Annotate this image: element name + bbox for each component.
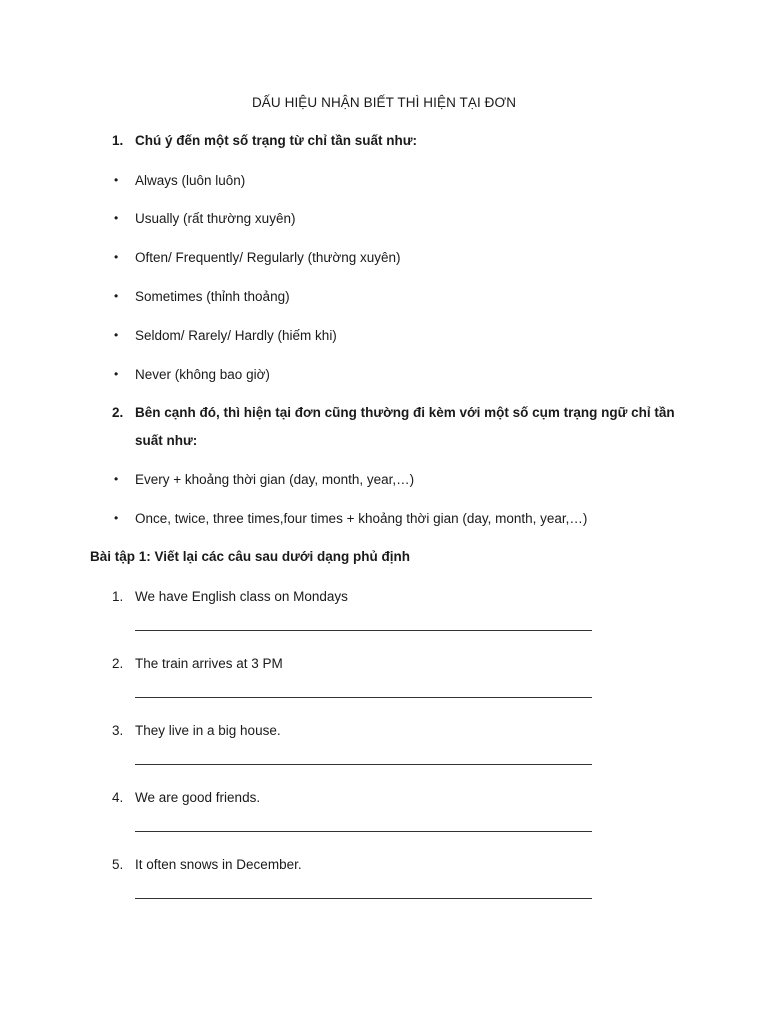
list-item-text: Never (không bao giờ) bbox=[135, 367, 270, 382]
bullet-icon: • bbox=[114, 511, 119, 525]
exercise-number: 2. bbox=[112, 656, 124, 671]
answer-line[interactable] bbox=[135, 831, 592, 832]
answer-line[interactable] bbox=[135, 697, 592, 698]
list-item-text: Seldom/ Rarely/ Hardly (hiếm khi) bbox=[135, 328, 337, 343]
section-number: 1. bbox=[112, 133, 124, 148]
section-heading: Chú ý đến một số trạng từ chỉ tần suất như: bbox=[135, 133, 418, 148]
answer-line[interactable] bbox=[135, 764, 592, 765]
exercise-sentence: We have English class on Mondays bbox=[135, 589, 348, 604]
list-item-text: Often/ Frequently/ Regularly (thường xuyên) bbox=[135, 250, 401, 265]
bullet-icon: • bbox=[114, 173, 119, 187]
list-item-text: Usually (rất thường xuyên) bbox=[135, 211, 296, 226]
document-title: DẤU HIỆU NHẬN BIẾT THÌ HIỆN TẠI ĐƠN bbox=[251, 95, 517, 110]
exercise-sentence: They live in a big house. bbox=[135, 723, 281, 738]
section-heading: Bên cạnh đó, thì hiện tại đơn cũng thường đi kèm với một số cụm trạng ngữ chỉ tần bbox=[135, 405, 675, 420]
exercise-sentence: It often snows in December. bbox=[135, 857, 302, 872]
bullet-icon: • bbox=[114, 472, 119, 486]
section-number: 2. bbox=[112, 405, 124, 420]
bullet-icon: • bbox=[114, 211, 119, 225]
exercise-number: 4. bbox=[112, 790, 124, 805]
answer-line[interactable] bbox=[135, 630, 592, 631]
list-item-text: Always (luôn luôn) bbox=[135, 173, 246, 188]
answer-line[interactable] bbox=[135, 898, 592, 899]
exercise-number: 1. bbox=[112, 589, 124, 604]
list-item-text: Once, twice, three times,four times + khoảng thời gian (day, month, year,…) bbox=[135, 511, 588, 526]
exercise-number: 5. bbox=[112, 857, 124, 872]
section-heading-continued: suất như: bbox=[135, 433, 198, 448]
exercise-sentence: The train arrives at 3 PM bbox=[135, 656, 283, 671]
exercise-heading: Bài tập 1: Viết lại các câu sau dưới dạng phủ định bbox=[90, 549, 410, 564]
list-item-text: Every + khoảng thời gian (day, month, year,…) bbox=[135, 472, 415, 487]
bullet-icon: • bbox=[114, 250, 119, 264]
bullet-icon: • bbox=[114, 328, 119, 342]
exercise-number: 3. bbox=[112, 723, 124, 738]
bullet-icon: • bbox=[114, 367, 119, 381]
list-item-text: Sometimes (thỉnh thoảng) bbox=[135, 289, 290, 304]
bullet-icon: • bbox=[114, 289, 119, 303]
exercise-sentence: We are good friends. bbox=[135, 790, 261, 805]
